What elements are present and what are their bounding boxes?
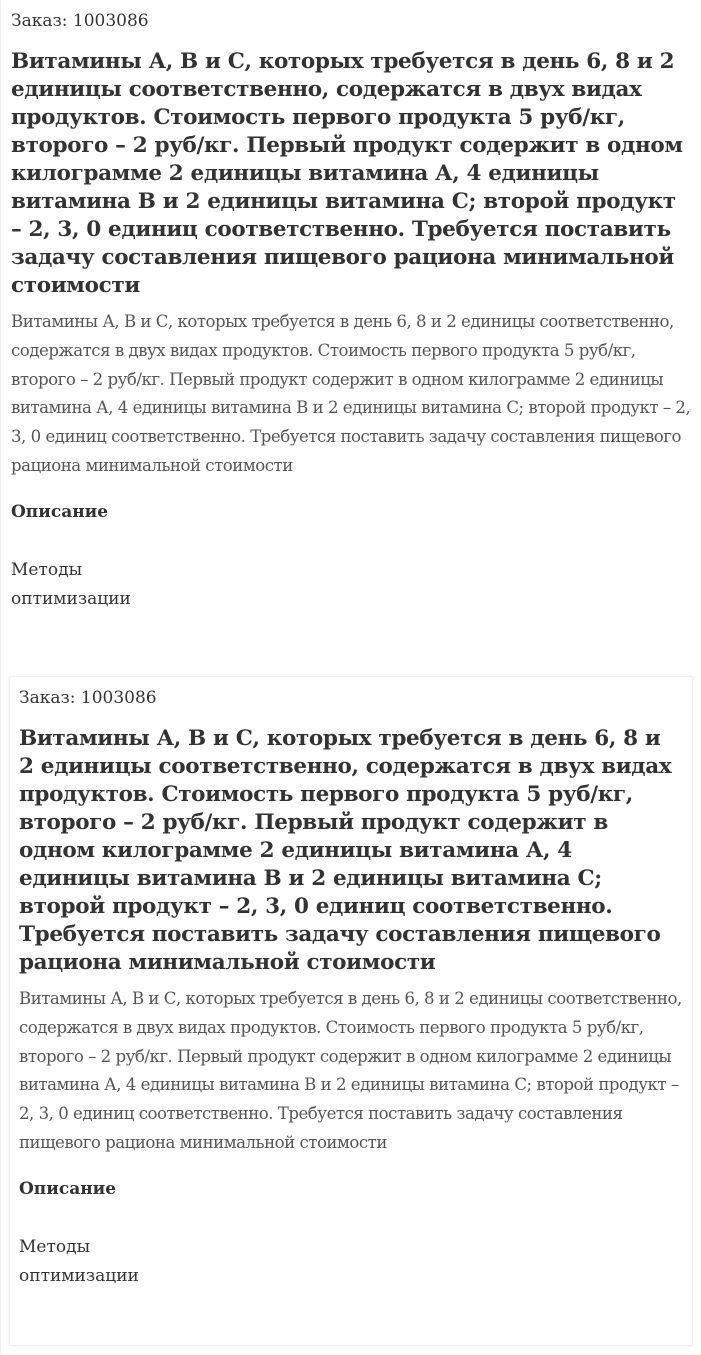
description-heading: Описание xyxy=(19,1178,117,1199)
order-number: Заказ: 1003086 xyxy=(19,688,157,708)
description-heading: Описание xyxy=(11,501,109,522)
subject-label: Методы оптимизации xyxy=(11,559,131,609)
task-description-text: Витамины А, В и С, которых требуется в день 6, 8 и 2 единицы соответственно, содержатся в двух видах продуктов. Стоимость первого продукта 5 руб/кг, второго – 2 руб/кг. Первый продукт содержит в одном килограмме 2 единицы витамина А, 4 единицы витамина В и 2 единицы витамина С; второй продукт – 2, 3, 0 единиц соответственно. Требуется поставить задачу составления пищевого рациона минимальной стоимости xyxy=(11,312,691,475)
order-card-nested xyxy=(9,676,693,1346)
task-description-text: Витамины А, В и С, которых требуется в день 6, 8 и 2 единицы соответственно, содержатся в двух видах продуктов. Стоимость первого продукта 5 руб/кг, второго – 2 руб/кг. Первый продукт содержит в одном килограмме 2 единицы витамина А, 4 единицы витамина В и 2 единицы витамина С; второй продукт – 2, 3, 0 единиц соответственно. Требуется поставить задачу составления пищевого рациона минимальной стоимости xyxy=(19,989,682,1152)
subject-label: Методы оптимизации xyxy=(19,1236,139,1286)
task-title-link[interactable]: Витамины А, В и С, которых требуется в день 6, 8 и 2 единицы соответственно, содержатся в двух видах продуктов. Стоимость первого продукта 5 руб/кг, второго – 2 руб/кг. Первый продукт содержит в одном килограмме 2 единицы витамина А, 4 единицы витамина В и 2 единицы витамина С; второй продукт – 2, 3, 0 единиц соответственно. Требуется поставить задачу составления пищевого рациона минимальной стоимости xyxy=(19,726,672,975)
task-title-link[interactable]: Витамины А, В и С, которых требуется в день 6, 8 и 2 единицы соответственно, содержатся в двух видах продуктов. Стоимость первого продукта 5 руб/кг, второго – 2 руб/кг. Первый продукт содержит в одном килограмме 2 единицы витамина А, 4 единицы витамина В и 2 единицы витамина С; второй продукт – 2, 3, 0 единиц соответственно. Требуется поставить задачу составления пищевого рациона минимальной стоимости xyxy=(11,49,683,298)
order-number: Заказ: 1003086 xyxy=(11,11,149,31)
